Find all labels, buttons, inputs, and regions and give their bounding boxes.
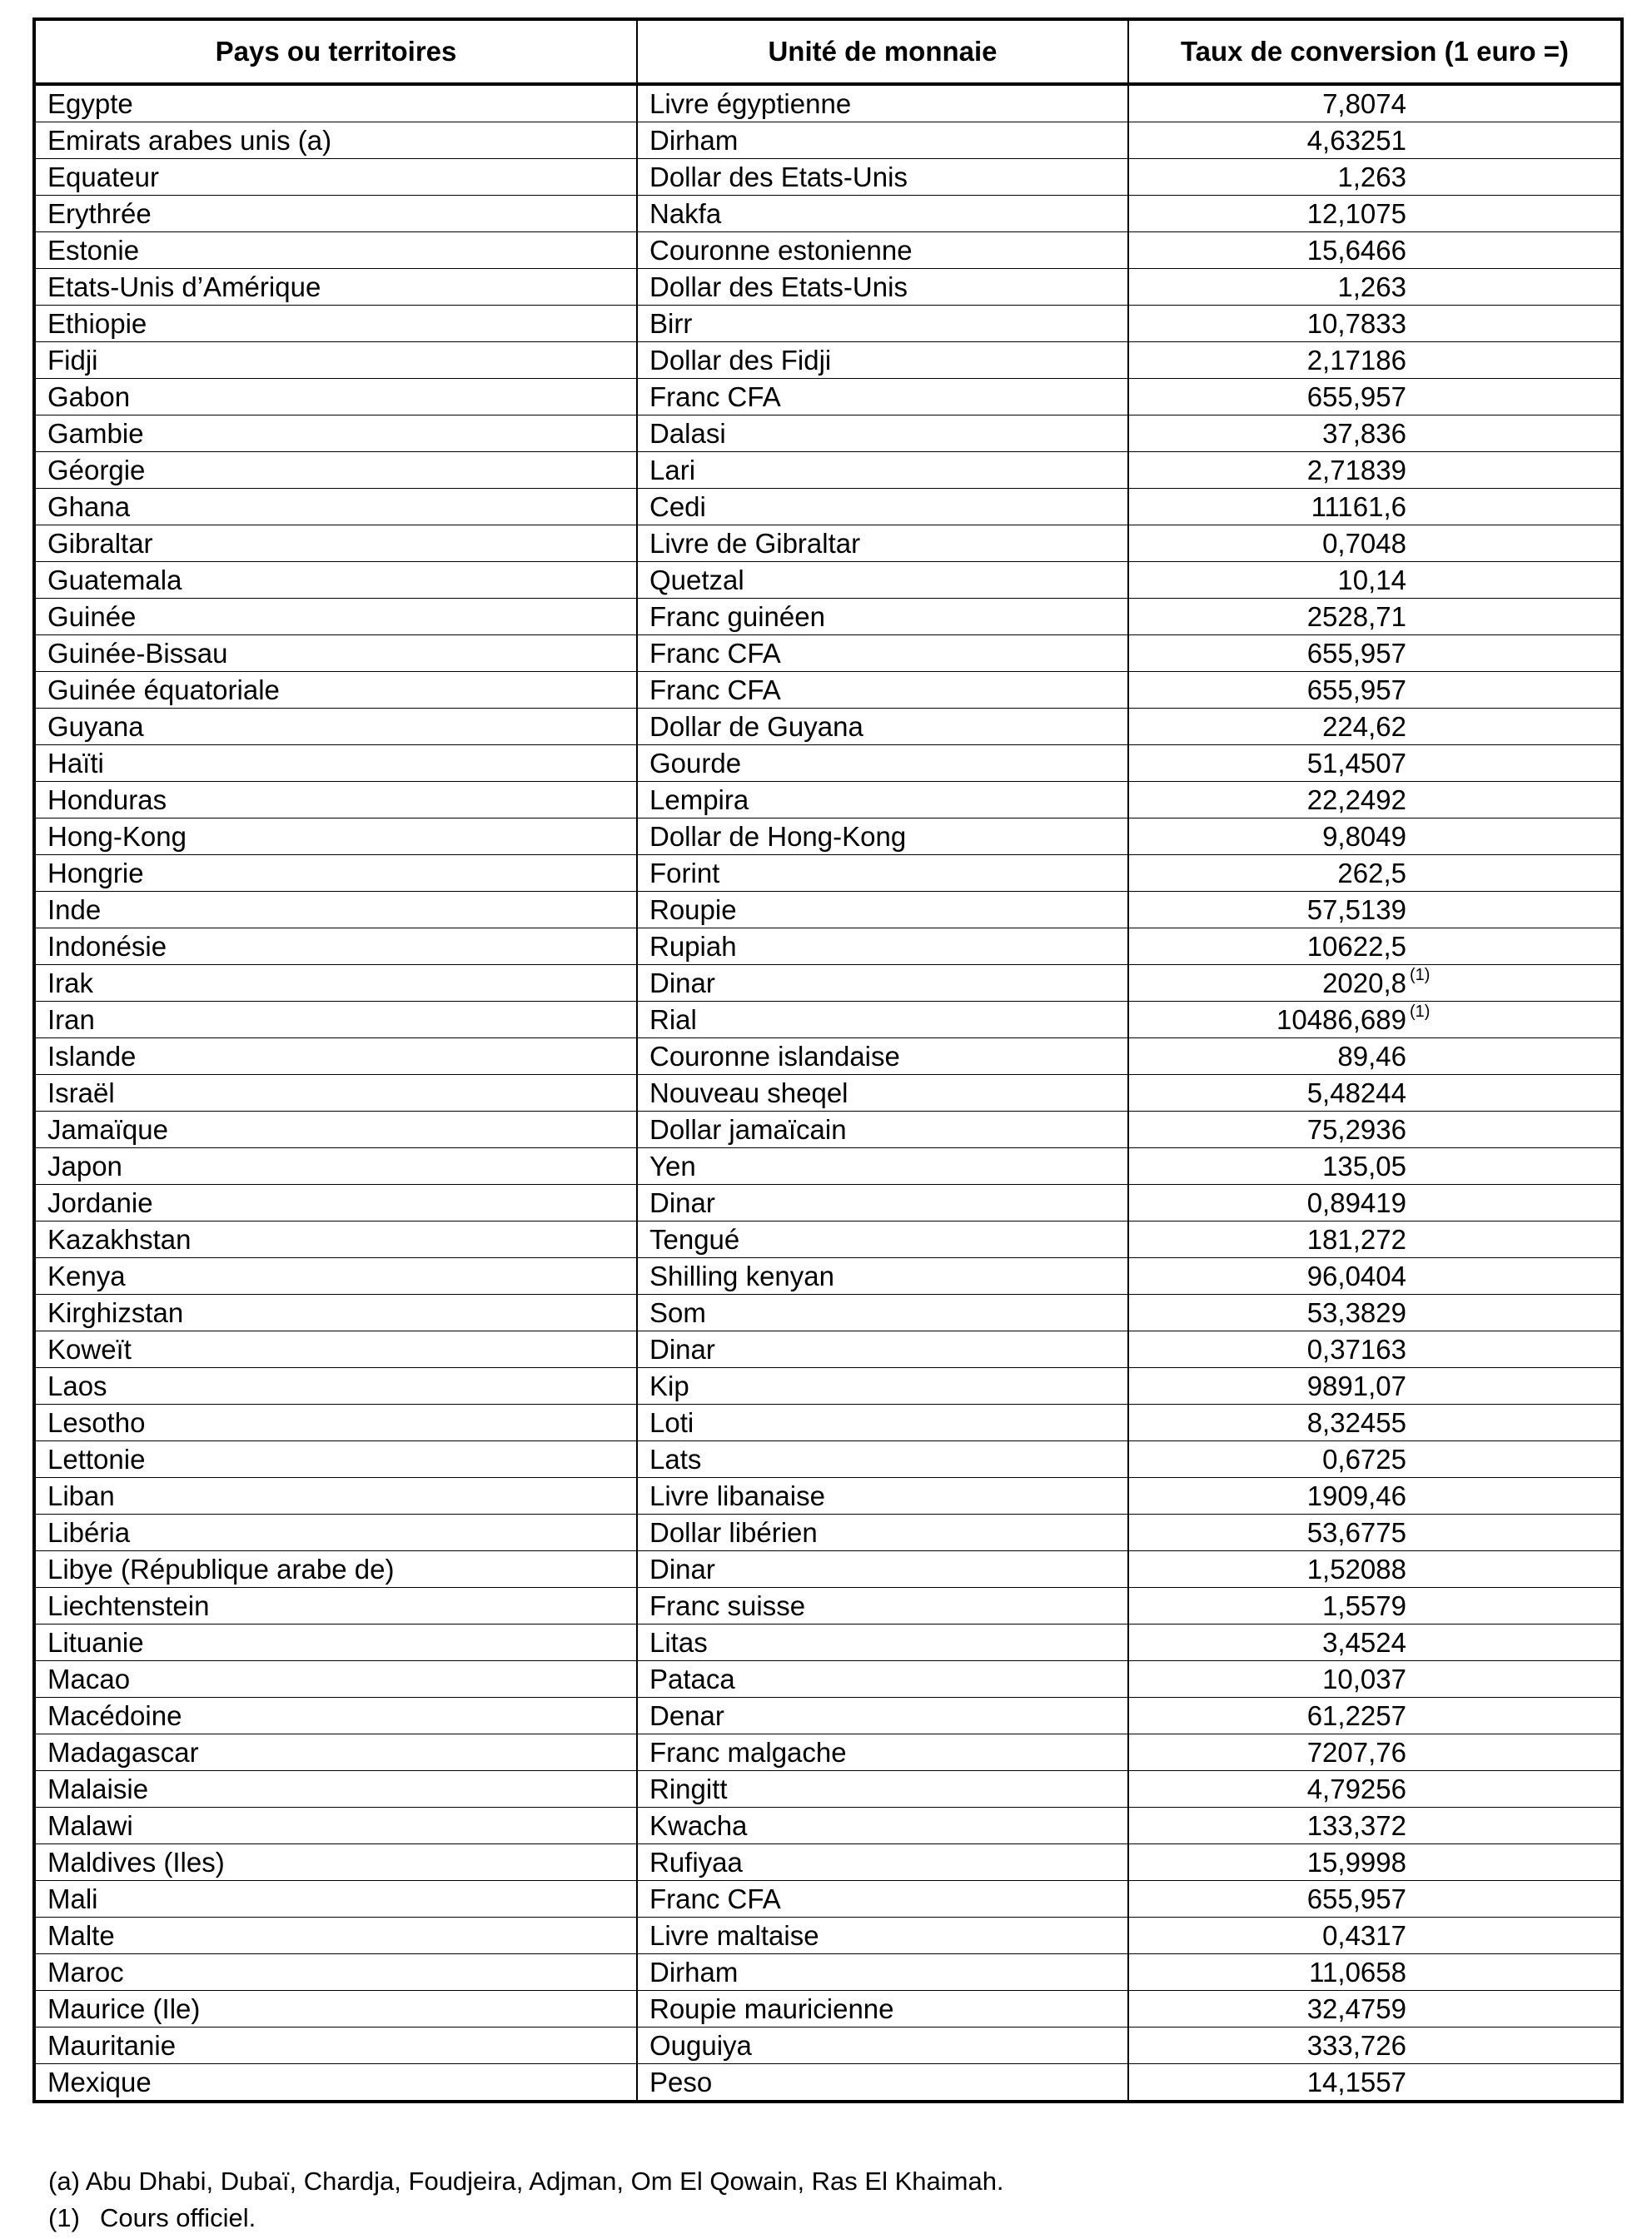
cell-country: Lettonie — [34, 1441, 637, 1478]
cell-rate — [1128, 892, 1622, 928]
rate-value: 2,17186 — [1306, 345, 1406, 376]
table-row — [34, 84, 1622, 122]
cell-rate — [1128, 1221, 1622, 1258]
cell-rate — [1128, 489, 1622, 525]
cell-currency: Lempira — [637, 782, 1128, 818]
header-country: Pays ou territoires — [34, 19, 637, 84]
table-row — [34, 1368, 1622, 1405]
cell-currency: Ouguiya — [637, 2028, 1128, 2064]
rate-value: 10,14 — [1337, 565, 1406, 595]
table-row — [34, 855, 1622, 892]
table-row — [34, 1881, 1622, 1918]
cell-country: Mexique — [34, 2064, 637, 2102]
header-currency: Unité de monnaie — [637, 19, 1128, 84]
cell-rate — [1128, 965, 1622, 1002]
cell-currency: Rufiyaa — [637, 1844, 1128, 1881]
footnote-1 — [48, 2200, 1004, 2237]
cell-country: Maroc — [34, 1954, 637, 1991]
cell-rate — [1128, 1368, 1622, 1405]
table-row — [34, 1148, 1622, 1185]
cell-currency: Quetzal — [637, 562, 1128, 599]
cell-rate — [1128, 1808, 1622, 1844]
table-row — [34, 928, 1622, 965]
cell-country: Maurice (Ile) — [34, 1991, 637, 2028]
cell-currency: Loti — [637, 1405, 1128, 1441]
cell-country: Indonésie — [34, 928, 637, 965]
cell-country: Japon — [34, 1148, 637, 1185]
cell-country: Egypte — [34, 84, 637, 122]
cell-country: Gambie — [34, 415, 637, 452]
cell-rate — [1128, 1405, 1622, 1441]
cell-currency: Dinar — [637, 1331, 1128, 1368]
cell-rate — [1128, 1258, 1622, 1295]
cell-currency: Franc CFA — [637, 1881, 1128, 1918]
rate-value: 10,037 — [1322, 1664, 1406, 1694]
rate-value: 51,4507 — [1306, 748, 1406, 779]
rate-value: 61,2257 — [1306, 1700, 1406, 1731]
cell-currency: Dollar des Etats-Unis — [637, 269, 1128, 306]
table-row — [34, 1698, 1622, 1734]
cell-currency: Dollar des Fidji — [637, 342, 1128, 379]
rate-value: 10622,5 — [1306, 931, 1406, 962]
table-row — [34, 452, 1622, 489]
table-row — [34, 196, 1622, 232]
cell-rate — [1128, 1112, 1622, 1148]
cell-country: Liban — [34, 1478, 637, 1515]
cell-currency: Dollar libérien — [637, 1515, 1128, 1551]
cell-country: Macao — [34, 1661, 637, 1698]
rate-value: 1909,46 — [1306, 1480, 1406, 1511]
rate-value: 0,4317 — [1322, 1920, 1406, 1951]
cell-rate — [1128, 1002, 1622, 1038]
cell-currency: Roupie — [637, 892, 1128, 928]
cell-rate — [1128, 1295, 1622, 1331]
cell-rate — [1128, 818, 1622, 855]
cell-rate — [1128, 1331, 1622, 1368]
cell-country: Libye (République arabe de) — [34, 1551, 637, 1588]
cell-rate — [1128, 196, 1622, 232]
rate-value: 135,05 — [1322, 1151, 1406, 1182]
table-row — [34, 965, 1622, 1002]
cell-currency: Franc suisse — [637, 1588, 1128, 1625]
cell-currency: Franc guinéen — [637, 599, 1128, 635]
cell-currency: Yen — [637, 1148, 1128, 1185]
cell-rate — [1128, 525, 1622, 562]
table-row — [34, 818, 1622, 855]
rate-value: 262,5 — [1337, 858, 1406, 888]
cell-rate — [1128, 1185, 1622, 1221]
rate-footnote-marker: (1) — [1410, 1003, 1431, 1021]
cell-country: Israël — [34, 1075, 637, 1112]
cell-currency: Livre libanaise — [637, 1478, 1128, 1515]
table-row — [34, 2028, 1622, 2064]
cell-rate — [1128, 1148, 1622, 1185]
cell-rate — [1128, 1515, 1622, 1551]
cell-country: Hongrie — [34, 855, 637, 892]
cell-rate — [1128, 269, 1622, 306]
rate-value: 1,52088 — [1306, 1554, 1406, 1585]
rate-value: 2020,8 — [1322, 968, 1406, 998]
cell-rate — [1128, 599, 1622, 635]
header-rate: Taux de conversion (1 euro =) — [1128, 19, 1622, 84]
table-row — [34, 1038, 1622, 1075]
table-row — [34, 1734, 1622, 1771]
table-row — [34, 1588, 1622, 1625]
cell-country: Lesotho — [34, 1405, 637, 1441]
cell-rate — [1128, 2028, 1622, 2064]
cell-country: Malawi — [34, 1808, 637, 1844]
cell-country: Guinée-Bissau — [34, 635, 637, 672]
cell-rate — [1128, 122, 1622, 159]
cell-country: Hong-Kong — [34, 818, 637, 855]
cell-currency: Roupie mauricienne — [637, 1991, 1128, 2028]
cell-currency: Franc CFA — [637, 635, 1128, 672]
cell-currency: Rupiah — [637, 928, 1128, 965]
rate-value: 1,263 — [1337, 271, 1406, 302]
cell-currency: Franc CFA — [637, 672, 1128, 709]
cell-currency: Som — [637, 1295, 1128, 1331]
rate-value: 9,8049 — [1322, 821, 1406, 852]
table-row — [34, 562, 1622, 599]
cell-rate — [1128, 709, 1622, 745]
rate-value: 57,5139 — [1306, 894, 1406, 925]
table-row — [34, 1185, 1622, 1221]
cell-rate — [1128, 1075, 1622, 1112]
table-row — [34, 1441, 1622, 1478]
cell-country: Koweït — [34, 1331, 637, 1368]
cell-country: Equateur — [34, 159, 637, 196]
rate-value: 4,63251 — [1306, 125, 1406, 156]
footnote-a-text: (a) Abu Dhabi, Dubaï, Chardja, Foudjeira, Adjman, Om El Qowain, Ras El Khaimah. — [48, 2167, 1004, 2196]
cell-rate — [1128, 452, 1622, 489]
rate-value: 4,79256 — [1306, 1774, 1406, 1804]
cell-country: Ethiopie — [34, 306, 637, 342]
cell-currency: Nouveau sheqel — [637, 1075, 1128, 1112]
rate-value: 7,8074 — [1322, 88, 1406, 119]
rate-value: 10,7833 — [1306, 308, 1406, 339]
cell-currency: Livre égyptienne — [637, 84, 1128, 122]
cell-country: Erythrée — [34, 196, 637, 232]
table-row — [34, 1221, 1622, 1258]
cell-currency: Couronne islandaise — [637, 1038, 1128, 1075]
cell-currency: Kwacha — [637, 1808, 1128, 1844]
cell-country: Jamaïque — [34, 1112, 637, 1148]
cell-rate — [1128, 342, 1622, 379]
cell-rate — [1128, 1661, 1622, 1698]
cell-country: Guatemala — [34, 562, 637, 599]
footnote-1-mark: (1) — [48, 2203, 80, 2232]
cell-rate — [1128, 1441, 1622, 1478]
table-row — [34, 489, 1622, 525]
cell-currency: Franc malgache — [637, 1734, 1128, 1771]
cell-currency: Rial — [637, 1002, 1128, 1038]
cell-currency: Litas — [637, 1625, 1128, 1661]
cell-country: Estonie — [34, 232, 637, 269]
cell-currency: Shilling kenyan — [637, 1258, 1128, 1295]
cell-country: Maldives (Iles) — [34, 1844, 637, 1881]
rate-value: 9891,07 — [1306, 1371, 1406, 1401]
cell-rate — [1128, 1625, 1622, 1661]
cell-rate — [1128, 1551, 1622, 1588]
cell-rate — [1128, 782, 1622, 818]
table-row — [34, 1991, 1622, 2028]
rate-value: 655,957 — [1306, 381, 1406, 412]
cell-rate — [1128, 1698, 1622, 1734]
conversion-rate-table — [32, 17, 1624, 2103]
cell-country: Honduras — [34, 782, 637, 818]
rate-value: 1,263 — [1337, 162, 1406, 192]
rate-value: 5,48244 — [1306, 1077, 1406, 1108]
cell-country: Laos — [34, 1368, 637, 1405]
cell-country: Guyana — [34, 709, 637, 745]
cell-currency: Nakfa — [637, 196, 1128, 232]
cell-currency: Livre de Gibraltar — [637, 525, 1128, 562]
cell-currency: Dollar de Guyana — [637, 709, 1128, 745]
table-row — [34, 1112, 1622, 1148]
cell-currency: Pataca — [637, 1661, 1128, 1698]
table-row — [34, 709, 1622, 745]
table-row — [34, 1002, 1622, 1038]
cell-rate — [1128, 1954, 1622, 1991]
table-row — [34, 1331, 1622, 1368]
cell-country: Madagascar — [34, 1734, 637, 1771]
table-row — [34, 1295, 1622, 1331]
cell-country: Malte — [34, 1918, 637, 1954]
rate-value: 133,372 — [1306, 1810, 1406, 1841]
table-row — [34, 1478, 1622, 1515]
table-row — [34, 1844, 1622, 1881]
rate-value: 2528,71 — [1306, 601, 1406, 632]
cell-country: Fidji — [34, 342, 637, 379]
cell-rate — [1128, 745, 1622, 782]
table-row — [34, 1661, 1622, 1698]
table-row — [34, 159, 1622, 196]
cell-country: Iran — [34, 1002, 637, 1038]
table-body — [34, 84, 1622, 2102]
cell-rate — [1128, 1734, 1622, 1771]
cell-currency: Denar — [637, 1698, 1128, 1734]
table-row — [34, 672, 1622, 709]
cell-rate — [1128, 635, 1622, 672]
cell-country: Guinée équatoriale — [34, 672, 637, 709]
cell-rate — [1128, 1844, 1622, 1881]
cell-rate — [1128, 1478, 1622, 1515]
cell-country: Gibraltar — [34, 525, 637, 562]
cell-currency: Dinar — [637, 1551, 1128, 1588]
rate-value: 53,6775 — [1306, 1517, 1406, 1548]
cell-rate — [1128, 855, 1622, 892]
rate-value: 15,9998 — [1306, 1847, 1406, 1878]
rate-value: 655,957 — [1306, 674, 1406, 705]
cell-rate — [1128, 2064, 1622, 2102]
footnote-a — [48, 2163, 1004, 2200]
rate-value: 0,6725 — [1322, 1444, 1406, 1475]
cell-currency: Ringitt — [637, 1771, 1128, 1808]
table-row — [34, 1625, 1622, 1661]
cell-rate — [1128, 415, 1622, 452]
cell-currency: Lats — [637, 1441, 1128, 1478]
table-row — [34, 599, 1622, 635]
cell-rate — [1128, 562, 1622, 599]
table-row — [34, 1258, 1622, 1295]
cell-country: Libéria — [34, 1515, 637, 1551]
table-row — [34, 269, 1622, 306]
rate-value: 32,4759 — [1306, 1993, 1406, 2024]
rate-value: 14,1557 — [1306, 2067, 1406, 2097]
rate-value: 11161,6 — [1311, 491, 1406, 522]
table-row — [34, 1771, 1622, 1808]
rate-value: 12,1075 — [1306, 198, 1406, 229]
table-row — [34, 1551, 1622, 1588]
cell-country: Malaisie — [34, 1771, 637, 1808]
rate-value: 655,957 — [1306, 638, 1406, 669]
cell-currency: Forint — [637, 855, 1128, 892]
cell-currency: Dirham — [637, 122, 1128, 159]
table-row — [34, 232, 1622, 269]
cell-rate — [1128, 84, 1622, 122]
table-row — [34, 635, 1622, 672]
table-row — [34, 1405, 1622, 1441]
cell-currency: Dollar des Etats-Unis — [637, 159, 1128, 196]
cell-currency: Livre maltaise — [637, 1918, 1128, 1954]
cell-country: Mali — [34, 1881, 637, 1918]
rate-value: 10486,689 — [1276, 1004, 1406, 1035]
table-row — [34, 745, 1622, 782]
cell-currency: Kip — [637, 1368, 1128, 1405]
cell-country: Mauritanie — [34, 2028, 637, 2064]
rate-value: 22,2492 — [1306, 784, 1406, 815]
cell-country: Liechtenstein — [34, 1588, 637, 1625]
rate-value: 333,726 — [1306, 2030, 1406, 2061]
rate-value: 11,0658 — [1309, 1957, 1406, 1988]
rate-value: 0,89419 — [1306, 1187, 1406, 1218]
cell-currency: Dollar jamaïcain — [637, 1112, 1128, 1148]
table-row — [34, 379, 1622, 415]
cell-rate — [1128, 1038, 1622, 1075]
cell-currency: Peso — [637, 2064, 1128, 2102]
rate-value: 181,272 — [1306, 1224, 1406, 1255]
cell-country: Emirats arabes unis (a) — [34, 122, 637, 159]
table-row — [34, 2064, 1622, 2102]
rate-value: 224,62 — [1322, 711, 1406, 742]
cell-rate — [1128, 1588, 1622, 1625]
table-row — [34, 122, 1622, 159]
cell-rate — [1128, 1918, 1622, 1954]
rate-value: 1,5579 — [1322, 1590, 1406, 1621]
cell-currency: Dollar de Hong-Kong — [637, 818, 1128, 855]
cell-currency: Dalasi — [637, 415, 1128, 452]
cell-country: Géorgie — [34, 452, 637, 489]
cell-country: Gabon — [34, 379, 637, 415]
rate-value: 96,0404 — [1306, 1261, 1406, 1291]
cell-currency: Dirham — [637, 1954, 1128, 1991]
cell-rate — [1128, 672, 1622, 709]
cell-country: Kenya — [34, 1258, 637, 1295]
table-row — [34, 342, 1622, 379]
cell-country: Macédoine — [34, 1698, 637, 1734]
cell-country: Kazakhstan — [34, 1221, 637, 1258]
cell-country: Kirghizstan — [34, 1295, 637, 1331]
cell-currency: Couronne estonienne — [637, 232, 1128, 269]
cell-country: Irak — [34, 965, 637, 1002]
cell-rate — [1128, 928, 1622, 965]
table-row — [34, 1515, 1622, 1551]
cell-rate — [1128, 1771, 1622, 1808]
cell-currency: Lari — [637, 452, 1128, 489]
cell-rate — [1128, 1881, 1622, 1918]
table-row — [34, 1918, 1622, 1954]
rate-value: 89,46 — [1337, 1041, 1406, 1072]
rate-value: 0,7048 — [1322, 528, 1406, 559]
rate-value: 3,4524 — [1322, 1627, 1406, 1658]
cell-currency: Franc CFA — [637, 379, 1128, 415]
cell-country: Ghana — [34, 489, 637, 525]
cell-currency: Tengué — [637, 1221, 1128, 1258]
table-row — [34, 306, 1622, 342]
cell-country: Haïti — [34, 745, 637, 782]
footnote-1-text: Cours officiel. — [100, 2203, 256, 2232]
cell-rate — [1128, 1991, 1622, 2028]
table-row — [34, 782, 1622, 818]
cell-country: Inde — [34, 892, 637, 928]
rate-value: 0,37163 — [1306, 1334, 1406, 1365]
rate-value: 8,32455 — [1306, 1407, 1406, 1438]
cell-rate — [1128, 159, 1622, 196]
cell-currency: Birr — [637, 306, 1128, 342]
cell-rate — [1128, 232, 1622, 269]
cell-currency: Dinar — [637, 965, 1128, 1002]
cell-country: Etats-Unis d’Amérique — [34, 269, 637, 306]
rate-value: 655,957 — [1306, 1883, 1406, 1914]
table-row — [34, 892, 1622, 928]
table-row — [34, 1075, 1622, 1112]
cell-country: Islande — [34, 1038, 637, 1075]
cell-currency: Gourde — [637, 745, 1128, 782]
rate-value: 37,836 — [1322, 418, 1406, 449]
table-row — [34, 415, 1622, 452]
table-row — [34, 525, 1622, 562]
table-row — [34, 1808, 1622, 1844]
cell-country: Lituanie — [34, 1625, 637, 1661]
table-row — [34, 1954, 1622, 1991]
rate-value: 15,6466 — [1306, 235, 1406, 266]
rate-value: 75,2936 — [1306, 1114, 1406, 1145]
table-header-row — [34, 19, 1622, 84]
cell-rate — [1128, 379, 1622, 415]
cell-country: Guinée — [34, 599, 637, 635]
cell-currency: Dinar — [637, 1185, 1128, 1221]
cell-rate — [1128, 306, 1622, 342]
rate-value: 7207,76 — [1306, 1737, 1406, 1768]
cell-currency: Cedi — [637, 489, 1128, 525]
rate-value: 2,71839 — [1306, 455, 1406, 485]
cell-country: Jordanie — [34, 1185, 637, 1221]
rate-value: 53,3829 — [1306, 1297, 1406, 1328]
footnotes — [48, 2163, 1004, 2237]
rate-footnote-marker: (1) — [1410, 966, 1431, 984]
